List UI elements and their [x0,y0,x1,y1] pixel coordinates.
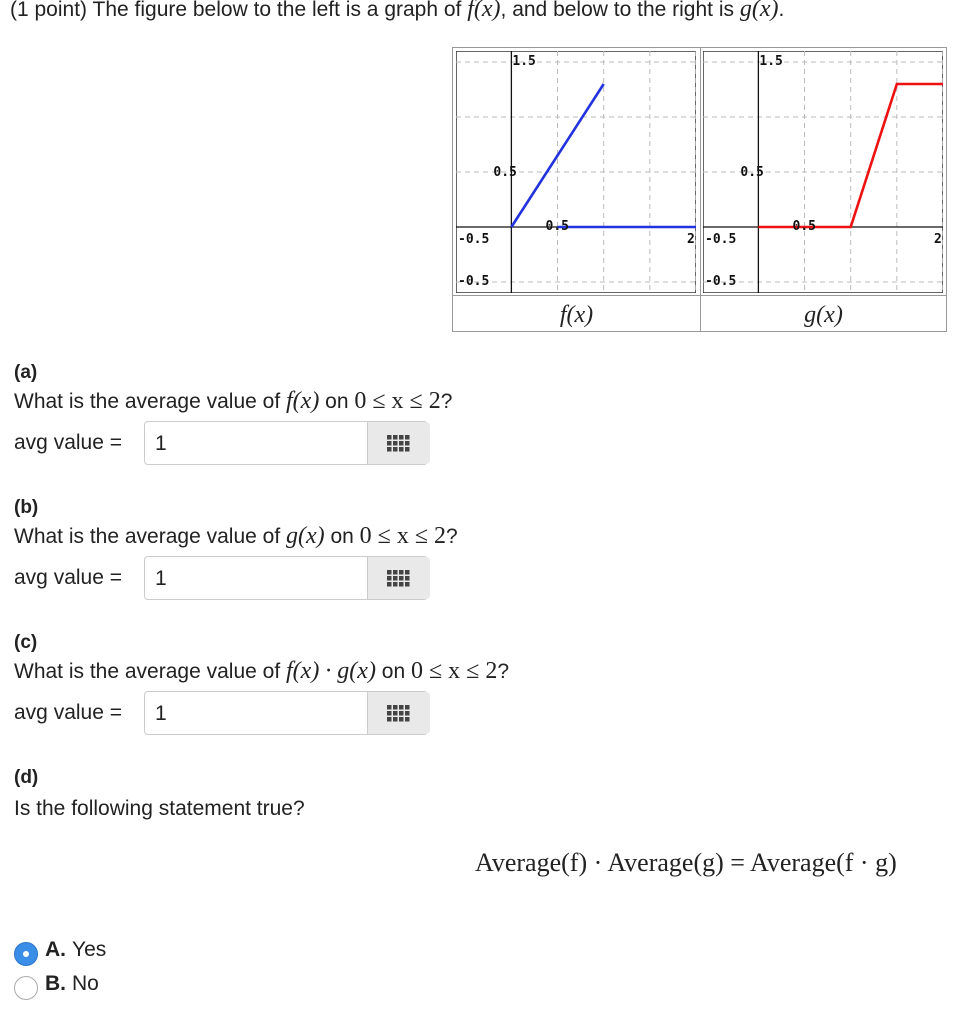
part-a-question [14,388,452,415]
keypad-key [387,441,392,446]
question-text: What is the average value of [14,660,286,683]
question-on: on [319,390,355,413]
question-func: f(x) [286,388,320,414]
keypad-key [405,711,410,716]
keypad-key [387,435,392,440]
keypad-key [393,435,398,440]
question-on: on [324,525,360,548]
keypad-key [405,705,410,710]
part-c-answer-input[interactable] [144,691,428,735]
figure-divider [700,48,701,331]
keypad-key [387,570,392,575]
question-text: What is the average value of [14,525,286,548]
keypad-key [399,711,404,716]
keypad-key [387,447,392,452]
keypad-key [387,717,392,722]
question-on: on [375,660,411,683]
question-func: g(x) [286,523,325,549]
tick-label-x-right: 2 [687,232,695,247]
question-range: 0 ≤ x ≤ 2 [410,658,498,684]
keypad-key [387,711,392,716]
tick-label-y-mid: 0.5 [740,165,764,180]
tick-label-x-mid: 0.5 [792,219,817,234]
avg-label: avg value = [14,566,122,589]
header-gx: g(x) [739,0,779,22]
tick-label-y-mid: 0.5 [493,165,517,180]
keypad-key [393,582,398,587]
tick-label-x-left: -0.5 [705,232,737,247]
keypad-key [405,717,410,722]
choice-letter: A. [45,938,66,961]
keypad-key [393,705,398,710]
avg-label: avg value = [14,701,122,724]
question-func: f(x) · g(x) [286,658,376,684]
input-value: 1 [155,432,167,455]
keypad-key [393,717,398,722]
tick-label-x-mid: 0.5 [545,219,570,234]
figure-table [452,47,947,332]
avg-label: avg value = [14,431,122,454]
tick-label-y-top: 1.5 [759,54,783,69]
keypad-key [393,711,398,716]
keypad-key [387,582,392,587]
keypad-key [399,705,404,710]
question-end: ? [440,390,453,413]
keypad-icon [368,422,430,464]
question-range: 0 ≤ x ≤ 2 [359,523,447,549]
keypad-key [405,441,410,446]
equation-editor-button[interactable] [367,557,430,599]
keypad-key [399,447,404,452]
choice-text: Yes [72,938,107,961]
keypad-key [405,576,410,581]
graph-f [456,51,696,293]
header-middle: , and below to the right is [500,0,740,21]
part-b-answer-input[interactable] [144,556,428,600]
header-fx: f(x) [467,0,501,22]
equation-editor-button[interactable] [367,422,430,464]
part-c-label: (c) [14,632,38,653]
equation-editor-button[interactable] [367,692,430,734]
question-end: ? [497,660,510,683]
keypad-key [393,570,398,575]
keypad-key [405,570,410,575]
keypad-key [405,435,410,440]
part-c-question [14,658,509,685]
keypad-key [399,582,404,587]
part-b-label: (b) [14,497,39,518]
keypad-key [399,441,404,446]
keypad-key [399,435,404,440]
tick-label-y-top: 1.5 [512,54,536,69]
keypad-key [399,717,404,722]
tick-label-x-left: -0.5 [458,232,490,247]
question-range: 0 ≤ x ≤ 2 [354,388,441,414]
header-text: (1 point) The figure below to the left is a graph of [10,0,468,21]
choice-letter: B. [45,972,66,995]
keypad-key [393,576,398,581]
figure-caption-line [453,295,946,296]
keypad-key [405,582,410,587]
question-end: ? [446,525,458,548]
header-end: . [778,0,785,21]
keypad-icon [368,692,430,734]
part-a-label: (a) [14,362,38,383]
keypad-key [399,570,404,575]
question-text: What is the average value of [14,390,286,413]
choice-text: No [72,972,99,995]
keypad-key [387,705,392,710]
radio-no[interactable] [14,976,38,1000]
keypad-key [393,441,398,446]
tick-label-y-bottom: -0.5 [458,274,490,289]
keypad-key [387,576,392,581]
radio-yes[interactable] [14,942,38,966]
input-value: 1 [155,702,167,725]
input-value: 1 [155,567,167,590]
graph-g [703,51,943,293]
problem-header [10,0,784,23]
tick-label-x-right: 2 [934,232,942,247]
part-b-question [14,523,458,550]
keypad-key [393,447,398,452]
keypad-key [399,576,404,581]
part-a-answer-input[interactable] [144,421,428,465]
keypad-key [405,447,410,452]
part-d-label: (d) [14,767,39,788]
part-d-question: Is the following statement true? [14,797,305,820]
tick-label-y-bottom: -0.5 [705,274,737,289]
caption-f: f(x) [559,302,594,328]
keypad-icon [368,557,430,599]
statement-equation: Average(f) · Average(g) = Average(f · g) [475,848,897,877]
caption-g: g(x) [804,302,843,328]
